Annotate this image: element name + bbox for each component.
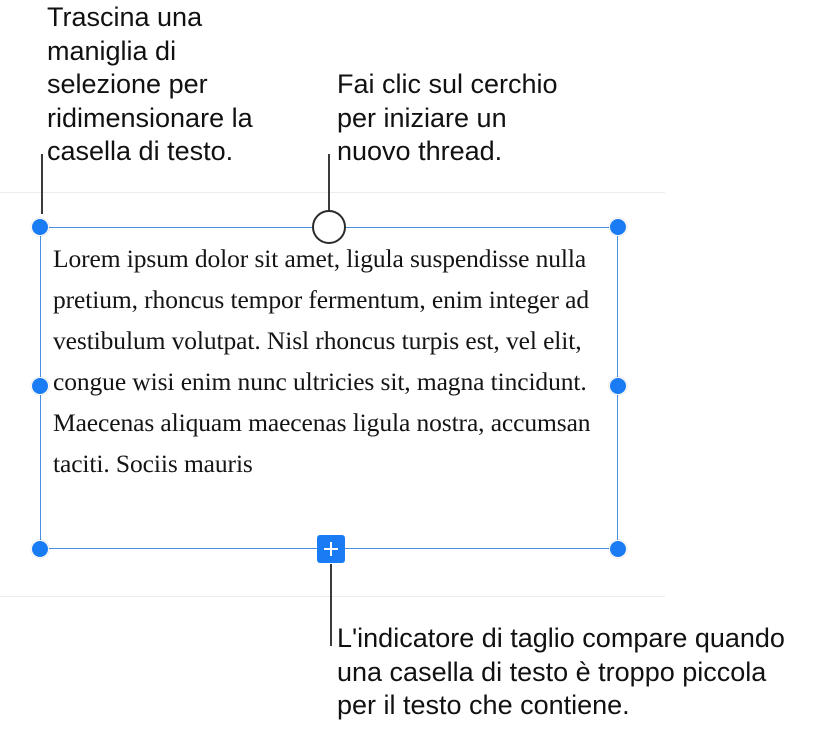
callout-clip-indicator: L'indicatore di taglio compare quando una casella di testo è troppo piccola per il testo che contiene. bbox=[337, 623, 785, 720]
selection-handle-bottom-right-icon[interactable] bbox=[609, 540, 627, 558]
selection-handle-top-left-icon[interactable] bbox=[31, 218, 49, 236]
selection-handle-bottom-left-icon[interactable] bbox=[31, 540, 49, 558]
text-box-content[interactable]: Lorem ipsum dolor sit amet, ligula suspendisse nulla pretium, rhoncus tempor fermentum, enim integer ad vestibulum volutpat. Nisl rhoncus turpis est, vel elit, congue wisi enim nunc ultricies sit, magna tincidunt. Maecenas aliquam maecenas ligula nostra, accumsan taciti. Sociis mauris bbox=[53, 244, 591, 478]
selection-handle-middle-right-icon[interactable] bbox=[609, 377, 627, 395]
clip-indicator-button[interactable] bbox=[317, 535, 345, 563]
new-thread-circle-icon[interactable] bbox=[312, 210, 346, 244]
selection-handle-top-right-icon[interactable] bbox=[609, 218, 627, 236]
leader-line-resize bbox=[41, 154, 43, 214]
leader-line-clip bbox=[330, 564, 332, 646]
page-rule-top bbox=[0, 192, 665, 193]
plus-icon bbox=[323, 541, 339, 557]
page-rule-bottom bbox=[0, 596, 665, 597]
selection-handle-middle-left-icon[interactable] bbox=[31, 377, 49, 395]
leader-line-thread bbox=[328, 154, 330, 212]
callout-resize-handle: Trascina una maniglia di selezione per ridimensionare la casella di testo. bbox=[47, 2, 253, 166]
callout-new-thread: Fai clic sul cerchio per iniziare un nuovo thread. bbox=[337, 69, 558, 166]
